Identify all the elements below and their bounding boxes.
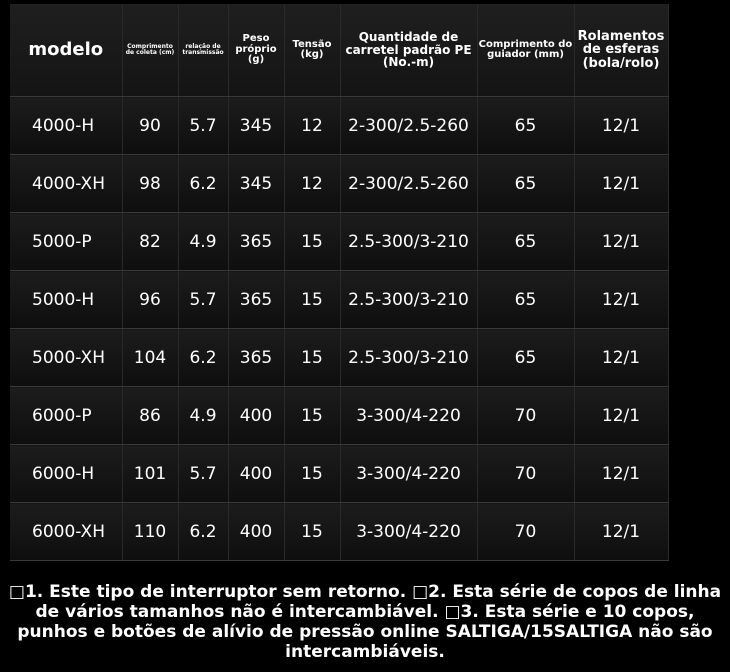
spec-table [10,4,669,561]
cell-rolamentos: 12/1 [574,97,668,155]
cell-quantidade-carretel: 2-300/2.5-260 [340,97,477,155]
cell-relacao-transmissao: 5.7 [178,271,228,329]
cell-comprimento-guiador: 65 [477,155,574,213]
cell-relacao-transmissao: 6.2 [178,329,228,387]
cell-tensao: 12 [284,97,340,155]
cell-comprimento-coleta: 82 [122,213,178,271]
cell-tensao: 12 [284,155,340,213]
cell-quantidade-carretel: 2-300/2.5-260 [340,155,477,213]
cell-peso: 345 [228,155,284,213]
cell-rolamentos: 12/1 [574,155,668,213]
table-row [10,213,668,271]
cell-tensao: 15 [284,445,340,503]
cell-rolamentos: 12/1 [574,213,668,271]
table-row [10,329,668,387]
table-row [10,503,668,561]
cell-relacao-transmissao: 5.7 [178,445,228,503]
cell-model: 4000-XH [10,155,122,213]
header-row [10,4,668,97]
cell-peso: 345 [228,97,284,155]
header-peso: Peso próprio (g) [228,4,284,97]
header-rolamentos: Rolamentos de esferas (bola/rolo) [574,4,668,97]
cell-comprimento-guiador: 70 [477,445,574,503]
cell-comprimento-coleta: 90 [122,97,178,155]
table-row [10,387,668,445]
cell-tensao: 15 [284,213,340,271]
header-comprimento-guiador: Comprimento do guiador (mm) [477,4,574,97]
cell-comprimento-guiador: 65 [477,97,574,155]
cell-peso: 400 [228,387,284,445]
cell-relacao-transmissao: 4.9 [178,213,228,271]
cell-peso: 365 [228,271,284,329]
cell-comprimento-coleta: 96 [122,271,178,329]
table-row [10,271,668,329]
cell-relacao-transmissao: 6.2 [178,155,228,213]
cell-rolamentos: 12/1 [574,271,668,329]
cell-comprimento-guiador: 65 [477,213,574,271]
cell-rolamentos: 12/1 [574,445,668,503]
cell-model: 5000-P [10,213,122,271]
cell-quantidade-carretel: 2.5-300/3-210 [340,271,477,329]
cell-tensao: 15 [284,271,340,329]
cell-model: 6000-H [10,445,122,503]
header-quantidade-carretel: Quantidade de carretel padrão PE (No.-m) [340,4,477,97]
cell-model: 6000-P [10,387,122,445]
cell-model: 5000-XH [10,329,122,387]
cell-relacao-transmissao: 4.9 [178,387,228,445]
cell-quantidade-carretel: 3-300/4-220 [340,445,477,503]
cell-comprimento-coleta: 101 [122,445,178,503]
cell-quantidade-carretel: 3-300/4-220 [340,503,477,561]
cell-peso: 365 [228,213,284,271]
table-row [10,445,668,503]
table-row [10,97,668,155]
cell-comprimento-guiador: 65 [477,271,574,329]
cell-model: 4000-H [10,97,122,155]
cell-model: 5000-H [10,271,122,329]
cell-relacao-transmissao: 6.2 [178,503,228,561]
cell-comprimento-guiador: 70 [477,387,574,445]
cell-rolamentos: 12/1 [574,387,668,445]
cell-quantidade-carretel: 2.5-300/3-210 [340,213,477,271]
header-relacao-transmissao: relação de transmissão [178,4,228,97]
cell-comprimento-guiador: 65 [477,329,574,387]
cell-tensao: 15 [284,387,340,445]
cell-model: 6000-XH [10,503,122,561]
cell-tensao: 15 [284,329,340,387]
footnotes: □1. Este tipo de interruptor sem retorno. □2. Esta série de copos de linha de vários tamanhos não é intercambiável. □3. Esta série e 10 copos, punhos e botões de alívio de pressão online SALTIGA/15SALTIGA não são intercambiáveis. [8,582,722,662]
cell-quantidade-carretel: 2.5-300/3-210 [340,329,477,387]
cell-relacao-transmissao: 5.7 [178,97,228,155]
header-modelo: modelo [10,4,122,97]
header-comprimento-coleta: Comprimento de coleta (cm) [122,4,178,97]
cell-tensao: 15 [284,503,340,561]
cell-comprimento-coleta: 110 [122,503,178,561]
cell-rolamentos: 12/1 [574,329,668,387]
cell-peso: 400 [228,503,284,561]
cell-peso: 365 [228,329,284,387]
cell-comprimento-coleta: 98 [122,155,178,213]
cell-rolamentos: 12/1 [574,503,668,561]
header-tensao: Tensão (kg) [284,4,340,97]
cell-quantidade-carretel: 3-300/4-220 [340,387,477,445]
cell-comprimento-guiador: 70 [477,503,574,561]
cell-peso: 400 [228,445,284,503]
cell-comprimento-coleta: 86 [122,387,178,445]
cell-comprimento-coleta: 104 [122,329,178,387]
table-row [10,155,668,213]
